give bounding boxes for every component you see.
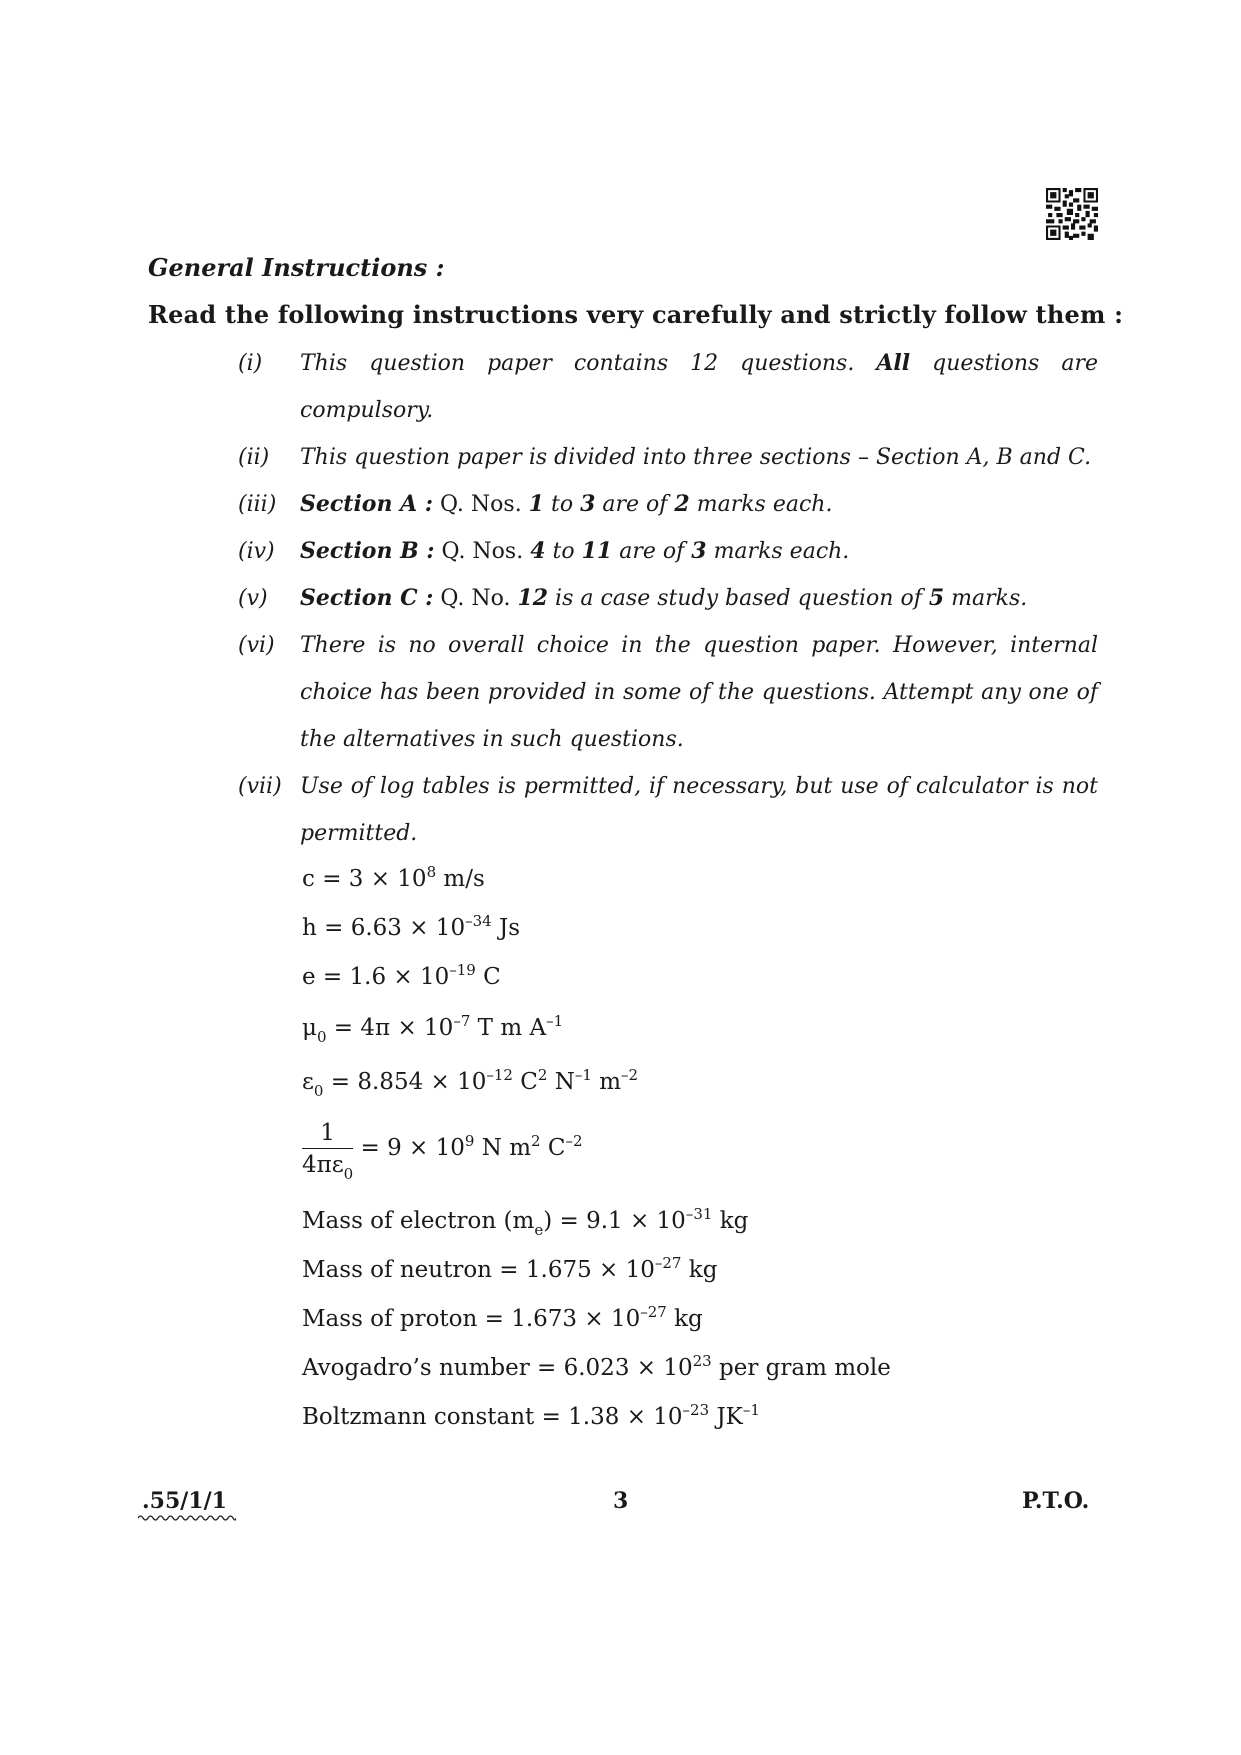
instruction-number: (vii) <box>238 774 282 799</box>
instruction-number: (iv) <box>238 539 275 564</box>
general-instructions-heading: General Instructions : <box>148 253 445 282</box>
instruction-item: (v) Section C : Q. No. 12 is a case study based question of 5 marks. <box>238 575 1098 622</box>
constant-planck: $h = 6.63 \times 10^{-34}$ Js <box>302 912 521 941</box>
constant-electron-charge: $e = 1.6 \times 10^{-19}$ C <box>302 961 501 990</box>
page-number: 3 <box>613 1488 629 1514</box>
qr-code-icon <box>1046 188 1098 240</box>
instruction-item: (iii) Section A : Q. Nos. 1 to 3 are of 2 marks each. <box>238 481 1098 528</box>
constant-speed-of-light: $c = 3 \times 10^8$ m/s <box>302 863 485 892</box>
coulomb-fraction: $\frac{1}{4\pi\varepsilon_0}$ <box>302 1120 354 1183</box>
instruction-item: (iv) Section B : Q. Nos. 4 to 11 are of 3 marks each. <box>238 528 1098 575</box>
pto-label: P.T.O. <box>1022 1488 1090 1514</box>
instructions-intro: Read the following instructions very carefully and strictly follow them : <box>148 300 1124 329</box>
constant-avogadro: Avogadro’s number = $6.023 \times 10^{23}$ per gram mole <box>302 1352 891 1381</box>
instruction-number: (iii) <box>238 492 277 517</box>
wavy-underline <box>138 1514 236 1522</box>
constant-boltzmann: Boltzmann constant = $1.38 \times 10^{-23}$ $JK^{-1}$ <box>302 1401 760 1430</box>
constant-neutron-mass: Mass of neutron = $1.675 \times 10^{-27}$ kg <box>302 1254 718 1283</box>
constant-mu0: $\mu_0 = 4\pi \times 10^{-7}$ T m $A^{-1}$ <box>302 1012 564 1046</box>
instruction-number: (v) <box>238 586 268 611</box>
constant-electron-mass: Mass of electron $(m_e) = 9.1 \times 10^{-31}$ kg <box>302 1205 749 1239</box>
paper-code: .55/1/1 <box>142 1488 227 1514</box>
constant-coulomb: $\frac{1}{4\pi\varepsilon_0}$ = $9 \times 10^9$ N $m^2$ $C^{-2}$ <box>302 1120 583 1183</box>
instruction-number: (i) <box>238 351 263 376</box>
instruction-number: (vi) <box>238 633 275 658</box>
instruction-number: (ii) <box>238 445 270 470</box>
instruction-item: (i) This question paper contains 12 questions. All questions are compulsory. <box>238 340 1098 434</box>
instruction-item: (vi) There is no overall choice in the question paper. However, internal choice has been provided in some of the questions. Attempt any one of the alternatives in such questions. <box>238 622 1098 763</box>
instruction-item: (ii) This question paper is divided into three sections – Section A, B and C. <box>238 434 1098 481</box>
instruction-item: (vii) Use of log tables is permitted, if necessary, but use of calculator is not permitted. <box>238 763 1098 857</box>
constant-epsilon0: $\varepsilon_0 = 8.854 \times 10^{-12}$ $C^2$ $N^{-1}$ $m^{-2}$ <box>302 1066 639 1100</box>
constant-proton-mass: Mass of proton = $1.673 \times 10^{-27}$ kg <box>302 1303 703 1332</box>
